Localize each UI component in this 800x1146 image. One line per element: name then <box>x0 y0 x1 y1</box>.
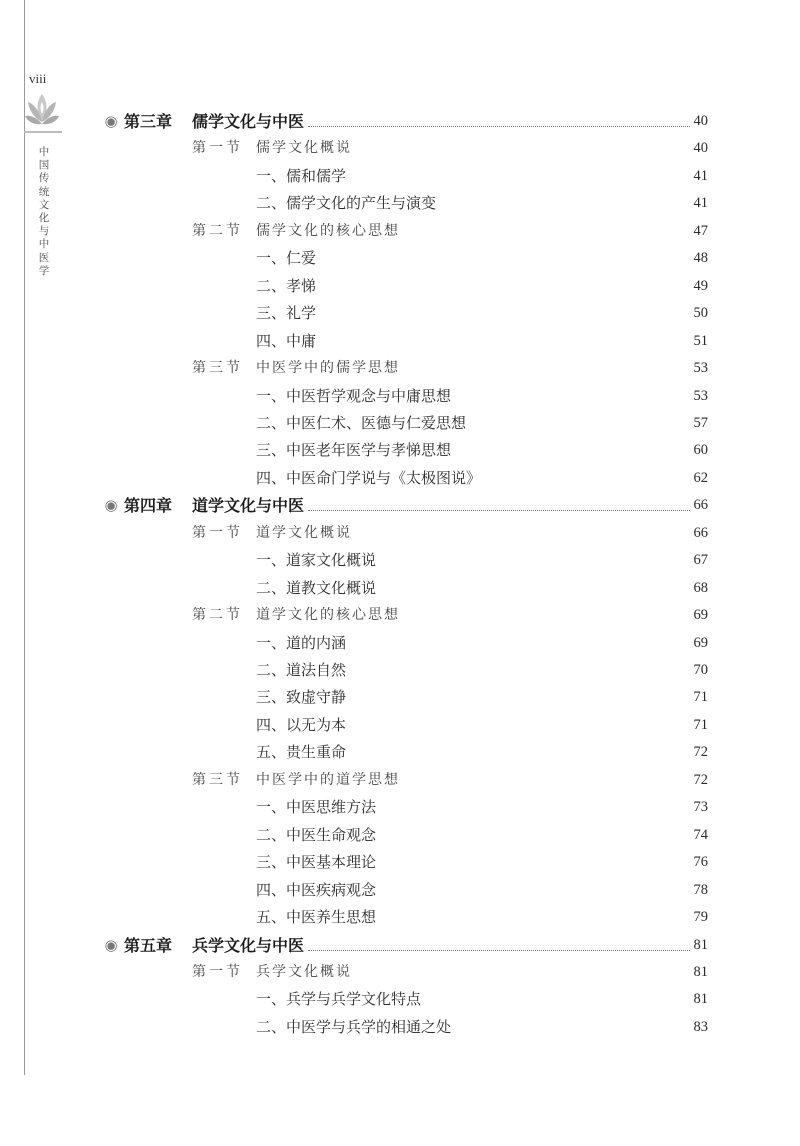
toc-item-row[interactable] <box>0 410 800 437</box>
page-number-ref: 69 <box>693 634 708 651</box>
toc-item-row[interactable] <box>0 684 800 711</box>
item-title: 一、中医哲学观念与中庸思想 <box>256 386 452 405</box>
page-number-ref: 47 <box>693 222 708 239</box>
toc-section-row[interactable] <box>0 135 800 162</box>
chapter-title: 道学文化与中医 <box>192 496 305 516</box>
running-book-title: 中国传统文化与中医学 <box>38 146 50 277</box>
toc-section-row[interactable] <box>0 520 800 547</box>
toc-chapter-row[interactable] <box>0 492 800 519</box>
page-number-ref: 53 <box>693 387 708 404</box>
item-title: 二、中医仁术、医德与仁爱思想 <box>256 413 467 432</box>
toc-item-row[interactable] <box>0 575 800 602</box>
item-title: 四、以无为本 <box>256 715 347 734</box>
toc-item-row[interactable] <box>0 904 800 931</box>
section-label: 第一节 <box>192 140 243 157</box>
page-number-ref: 49 <box>693 277 708 294</box>
item-title: 二、中医学与兵学的相通之处 <box>256 1017 452 1036</box>
page-number-ref: 41 <box>693 195 708 212</box>
section-title: 兵学文化概说 <box>256 963 352 980</box>
page-number-ref: 69 <box>693 607 708 624</box>
dot-leader <box>308 510 689 511</box>
section-label: 第一节 <box>192 524 243 541</box>
item-title: 二、道法自然 <box>256 661 347 679</box>
page-number-ref: 70 <box>693 662 708 678</box>
toc-item-row[interactable] <box>0 190 800 217</box>
item-title: 三、礼学 <box>256 304 317 323</box>
toc-item-row[interactable] <box>0 739 800 766</box>
dot-leader <box>308 126 689 127</box>
toc-item-row[interactable] <box>0 437 800 464</box>
toc-item-row[interactable] <box>0 986 800 1013</box>
toc-item-row[interactable] <box>0 328 800 355</box>
toc-item-row[interactable] <box>0 794 800 821</box>
chapter-bullet-icon: ◉ <box>104 496 118 515</box>
chapter-bullet-icon: ◉ <box>104 112 118 130</box>
chapter-label: 第五章 <box>124 935 173 955</box>
toc-chapter-row[interactable] <box>0 108 800 135</box>
chapter-label: 第四章 <box>124 496 173 516</box>
section-label: 第二节 <box>192 607 243 624</box>
page-number-ref: 51 <box>693 332 708 349</box>
item-title: 二、中医生命观念 <box>256 825 377 844</box>
section-label: 第三节 <box>192 771 243 788</box>
item-title: 二、儒学文化的产生与演变 <box>256 194 437 213</box>
toc-section-row[interactable] <box>0 218 800 245</box>
toc-item-row[interactable] <box>0 383 800 410</box>
item-title: 一、仁爱 <box>256 249 317 268</box>
section-title: 中医学中的道学思想 <box>256 771 400 788</box>
page-number-ref: 67 <box>693 552 708 569</box>
page-number-ref: 68 <box>693 579 708 596</box>
toc-item-row[interactable] <box>0 630 800 657</box>
item-title: 四、中医疾病观念 <box>256 880 377 899</box>
toc-item-row[interactable] <box>0 273 800 300</box>
item-title: 一、儒和儒学 <box>256 166 347 185</box>
toc-item-row[interactable] <box>0 849 800 876</box>
page-number-ref: 48 <box>693 250 708 267</box>
toc-section-row[interactable] <box>0 602 800 629</box>
page-number-ref: 66 <box>693 497 708 514</box>
page-number-ref: 40 <box>693 113 708 129</box>
item-title: 三、中医基本理论 <box>256 853 377 872</box>
toc-item-row[interactable] <box>0 245 800 272</box>
toc-chapter-row[interactable] <box>0 932 800 959</box>
page-number: viii <box>29 71 47 86</box>
page-number-ref: 72 <box>693 771 708 788</box>
section-title: 道学文化概说 <box>256 524 352 541</box>
item-title: 四、中庸 <box>256 331 317 350</box>
page-number-ref: 41 <box>693 167 708 184</box>
page-number-ref: 71 <box>693 689 708 706</box>
toc-item-row[interactable] <box>0 465 800 492</box>
section-title: 儒学文化概说 <box>256 140 352 157</box>
page-number-ref: 50 <box>693 305 708 322</box>
item-title: 四、中医命门学说与《太极图说》 <box>256 468 482 487</box>
section-label: 第三节 <box>192 360 243 377</box>
toc-section-row[interactable] <box>0 767 800 794</box>
page-number-ref: 76 <box>693 854 708 871</box>
page-number-ref: 72 <box>693 744 708 761</box>
toc-item-row[interactable] <box>0 1014 800 1041</box>
item-title: 二、孝悌 <box>256 276 317 295</box>
page-number-ref: 53 <box>693 360 708 377</box>
item-title: 二、道教文化概说 <box>256 578 377 597</box>
toc-item-row[interactable] <box>0 547 800 574</box>
toc-item-row[interactable] <box>0 877 800 904</box>
page-number-ref: 57 <box>693 414 708 431</box>
chapter-bullet-icon: ◉ <box>104 935 118 954</box>
page-number-ref: 66 <box>693 524 708 541</box>
chapter-title: 儒学文化与中医 <box>192 112 305 131</box>
chapter-title: 兵学文化与中医 <box>192 935 305 955</box>
page-number-ref: 71 <box>693 716 708 733</box>
toc-item-row[interactable] <box>0 657 800 684</box>
toc-item-row[interactable] <box>0 712 800 739</box>
item-title: 五、贵生重命 <box>256 743 347 762</box>
toc-item-row[interactable] <box>0 822 800 849</box>
page-number-ref: 62 <box>693 469 708 486</box>
section-title: 道学文化的核心思想 <box>256 607 400 624</box>
item-title: 一、道的内涵 <box>256 633 347 652</box>
toc-section-row[interactable] <box>0 355 800 382</box>
page-number-ref: 79 <box>693 909 708 926</box>
page-number-ref: 74 <box>693 826 708 843</box>
page-number-ref: 83 <box>693 1018 708 1035</box>
page-number-ref: 40 <box>693 140 708 157</box>
page-number-ref: 81 <box>693 936 708 953</box>
item-title: 一、道家文化概说 <box>256 551 377 570</box>
item-title: 三、中医老年医学与孝悌思想 <box>256 441 452 460</box>
page-number-ref: 81 <box>693 991 708 1008</box>
item-title: 一、兵学与兵学文化特点 <box>256 990 422 1009</box>
section-label: 第二节 <box>192 222 243 239</box>
toc-item-row[interactable] <box>0 300 800 327</box>
toc-item-row[interactable] <box>0 163 800 190</box>
section-title: 中医学中的儒学思想 <box>256 360 400 377</box>
item-title: 三、致虚守静 <box>256 688 347 707</box>
page-number-ref: 78 <box>693 881 708 898</box>
item-title: 五、中医养生思想 <box>256 908 377 927</box>
section-label: 第一节 <box>192 963 243 980</box>
chapter-label: 第三章 <box>124 112 173 131</box>
toc-section-row[interactable] <box>0 959 800 986</box>
dot-leader <box>308 950 689 951</box>
page-number-ref: 81 <box>693 963 708 980</box>
page-number-ref: 73 <box>693 799 708 816</box>
section-title: 儒学文化的核心思想 <box>256 222 400 239</box>
page-number-ref: 60 <box>693 442 708 459</box>
item-title: 一、中医思维方法 <box>256 798 377 817</box>
